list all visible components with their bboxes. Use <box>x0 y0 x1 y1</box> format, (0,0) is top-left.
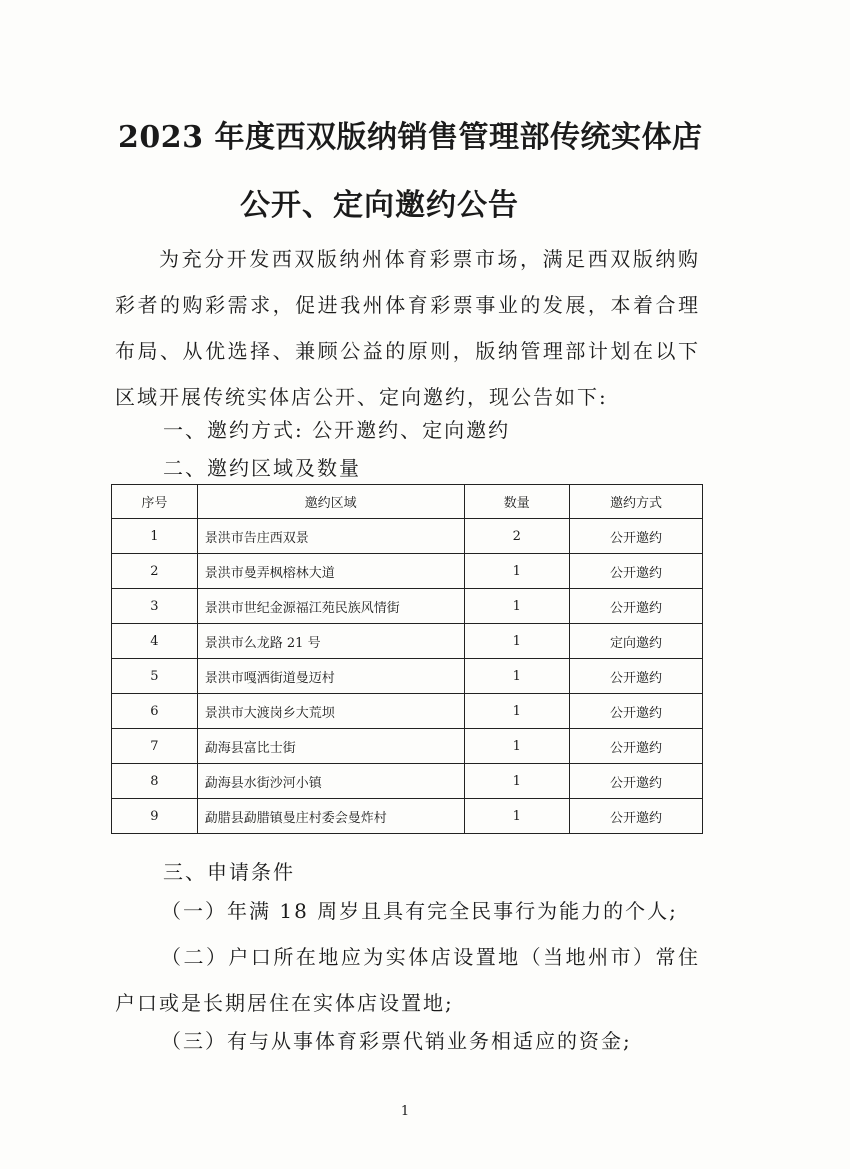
cell-no: 8 <box>112 764 198 799</box>
table-row <box>112 624 703 659</box>
cell-quantity: 1 <box>464 624 569 659</box>
cell-area: 景洪市大渡岗乡大荒坝 <box>197 694 464 729</box>
table-row <box>112 694 703 729</box>
table-row <box>112 589 703 624</box>
intro-paragraph: 为充分开发西双版纳州体育彩票市场，满足西双版纳购彩者的购彩需求，促进我州体育彩票事业的发展，本着合理布局、从优选择、兼顾公益的原则，版纳管理部计划在以下区域开展传统实体店公开、定向邀约，现公告如下: <box>115 247 700 409</box>
cell-mode: 公开邀约 <box>570 519 703 554</box>
cell-quantity: 2 <box>464 519 569 554</box>
cell-no: 5 <box>112 659 198 694</box>
cell-no: 6 <box>112 694 198 729</box>
section-2-heading: 二、邀约区域及数量 <box>163 456 361 480</box>
title-line-2: 公开、定向邀约公告 <box>240 188 519 223</box>
cell-mode: 公开邀约 <box>570 764 703 799</box>
condition-2: （二）户口所在地应为实体店设置地（当地州市）常住户口或是长期居住在实体店设置地; <box>115 945 700 1015</box>
cell-area: 勐海县水街沙河小镇 <box>197 764 464 799</box>
cell-no: 1 <box>112 519 198 554</box>
cell-mode: 公开邀约 <box>570 694 703 729</box>
cell-quantity: 1 <box>464 589 569 624</box>
cell-quantity: 1 <box>464 554 569 589</box>
table-row <box>112 729 703 764</box>
cell-area: 景洪市嘎洒街道曼迈村 <box>197 659 464 694</box>
cell-mode: 公开邀约 <box>570 659 703 694</box>
cell-no: 3 <box>112 589 198 624</box>
table-row <box>112 554 703 589</box>
cell-no: 2 <box>112 554 198 589</box>
header-area: 邀约区域 <box>197 485 464 519</box>
title-line-1: 2023 年度西双版纳销售管理部传统实体店 <box>118 120 703 155</box>
cell-area: 景洪市告庄西双景 <box>197 519 464 554</box>
table-row <box>112 519 703 554</box>
cell-mode: 公开邀约 <box>570 589 703 624</box>
table-row <box>112 659 703 694</box>
cell-no: 4 <box>112 624 198 659</box>
header-quantity: 数量 <box>464 485 569 519</box>
regions-table <box>111 484 703 834</box>
cell-area: 勐海县富比士街 <box>197 729 464 764</box>
cell-area: 勐腊县勐腊镇曼庄村委会曼炸村 <box>197 799 464 834</box>
cell-mode: 公开邀约 <box>570 554 703 589</box>
page-number: 1 <box>400 1104 410 1119</box>
cell-area: 景洪市么龙路 21 号 <box>197 624 464 659</box>
cell-area: 景洪市世纪金源福江苑民族风情街 <box>197 589 464 624</box>
table-header-row <box>112 485 703 519</box>
header-mode: 邀约方式 <box>570 485 703 519</box>
cell-quantity: 1 <box>464 764 569 799</box>
header-no: 序号 <box>112 485 198 519</box>
cell-mode: 公开邀约 <box>570 799 703 834</box>
cell-no: 9 <box>112 799 198 834</box>
cell-mode: 定向邀约 <box>570 624 703 659</box>
cell-no: 7 <box>112 729 198 764</box>
cell-quantity: 1 <box>464 694 569 729</box>
table-row <box>112 764 703 799</box>
section-1-invitation-method: 一、邀约方式: 公开邀约、定向邀约 <box>163 418 511 442</box>
cell-quantity: 1 <box>464 799 569 834</box>
table-row <box>112 799 703 834</box>
section-3-heading: 三、申请条件 <box>163 860 295 884</box>
cell-mode: 公开邀约 <box>570 729 703 764</box>
cell-quantity: 1 <box>464 729 569 764</box>
condition-1: （一）年满 18 周岁且具有完全民事行为能力的个人; <box>161 899 678 923</box>
cell-area: 景洪市曼弄枫榕林大道 <box>197 554 464 589</box>
condition-3: （三）有与从事体育彩票代销业务相适应的资金; <box>161 1029 632 1053</box>
cell-quantity: 1 <box>464 659 569 694</box>
